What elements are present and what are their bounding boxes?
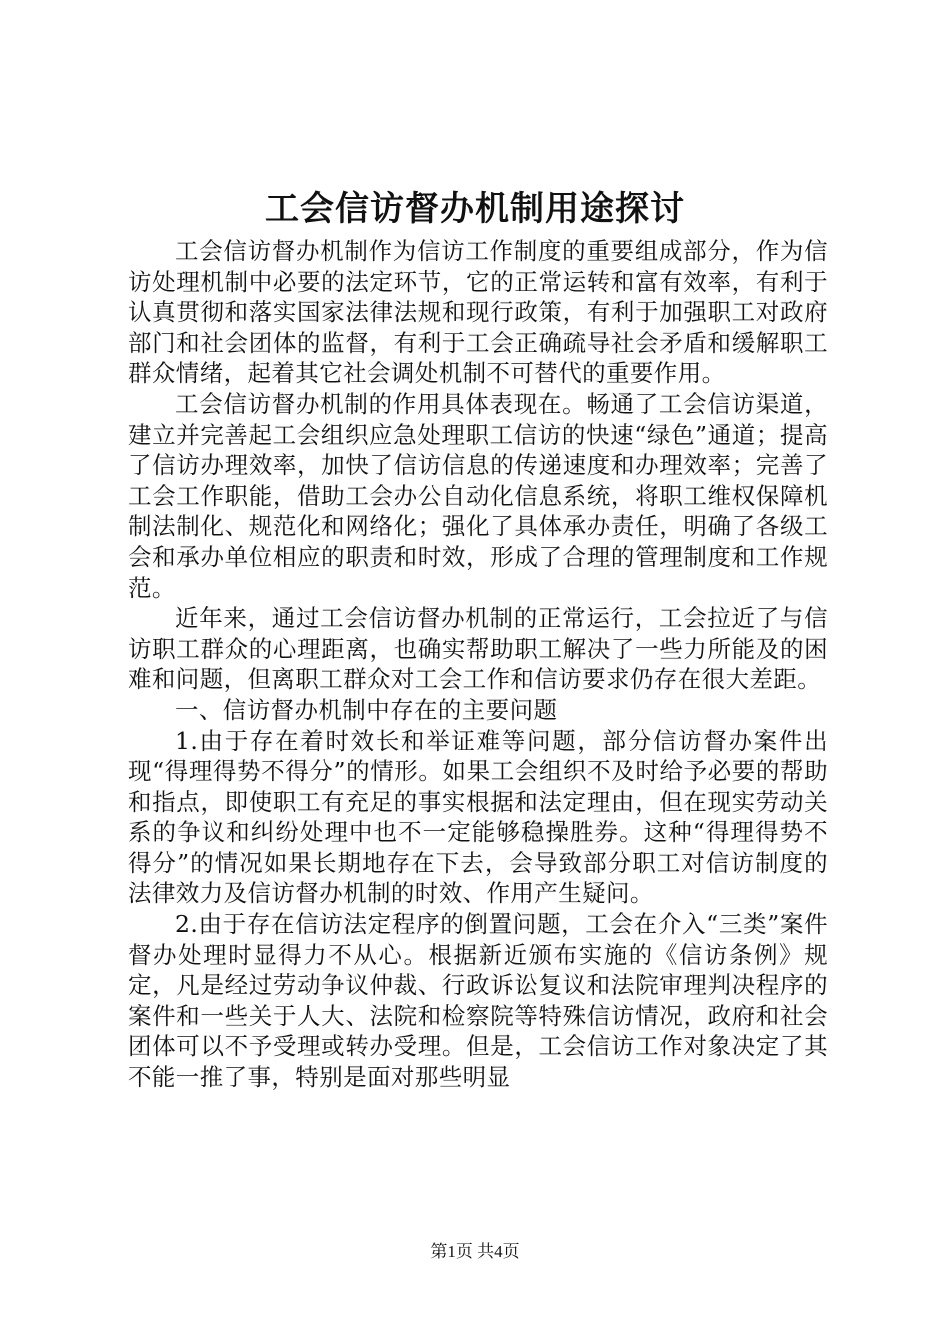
paragraph: 2.由于存在信访法定程序的倒置问题，工会在介入“三类”案件督办处理时显得力不从心。根据新近颁布实施的《信访条例》规定，凡是经过劳动争议仲裁、行政诉讼复议和法院审理判决程序的案件和一些关于人大、法院和检察院等特殊信访情况，政府和社会团体可以不予受理或转办受理。但是，工会信访工作对象决定了其不能一推了事，特别是面对那些明显 xyxy=(128,910,828,1092)
document-title: 工会信访督办机制用途探讨 xyxy=(265,189,685,229)
section-heading: 一、信访督办机制中存在的主要问题 xyxy=(175,695,558,724)
page-number-footer: 第1页 共4页 xyxy=(430,1242,520,1261)
paragraph: 工会信访督办机制的作用具体表现在。畅通了工会信访渠道，建立并完善起工会组织应急处理职工信访的快速“绿色”通道；提高了信访办理效率，加快了信访信息的传递速度和办理效率；完善了工会工作职能，借助工会办公自动化信息系统，将职工维权保障机制法制化、规范化和网络化；强化了具体承办责任，明确了各级工会和承办单位相应的职责和时效，形成了合理的管理制度和工作规范。 xyxy=(128,389,828,602)
paragraph: 1.由于存在着时效长和举证难等问题，部分信访督办案件出现“得理得势不得分”的情形。如果工会组织不及时给予必要的帮助和指点，即使职工有充足的事实根据和法定理由，但在现实劳动关系的争议和纠纷处理中也不一定能够稳操胜券。这种“得理得势不得分”的情况如果长期地存在下去，会导致部分职工对信访制度的法律效力及信访督办机制的时效、作用产生疑问。 xyxy=(128,726,828,908)
document-body xyxy=(128,236,828,1093)
paragraph: 近年来，通过工会信访督办机制的正常运行，工会拉近了与信访职工群众的心理距离，也确实帮助职工解决了一些力所能及的困难和问题，但离职工群众对工会工作和信访要求仍存在很大差距。 xyxy=(128,604,828,694)
paragraph: 工会信访督办机制作为信访工作制度的重要组成部分，作为信访处理机制中必要的法定环节，它的正常运转和富有效率，有利于认真贯彻和落实国家法律法规和现行政策，有利于加强职工对政府部门和社会团体的监督，有利于工会正确疏导社会矛盾和缓解职工群众情绪，起着其它社会调处机制不可替代的重要作用。 xyxy=(128,237,828,388)
